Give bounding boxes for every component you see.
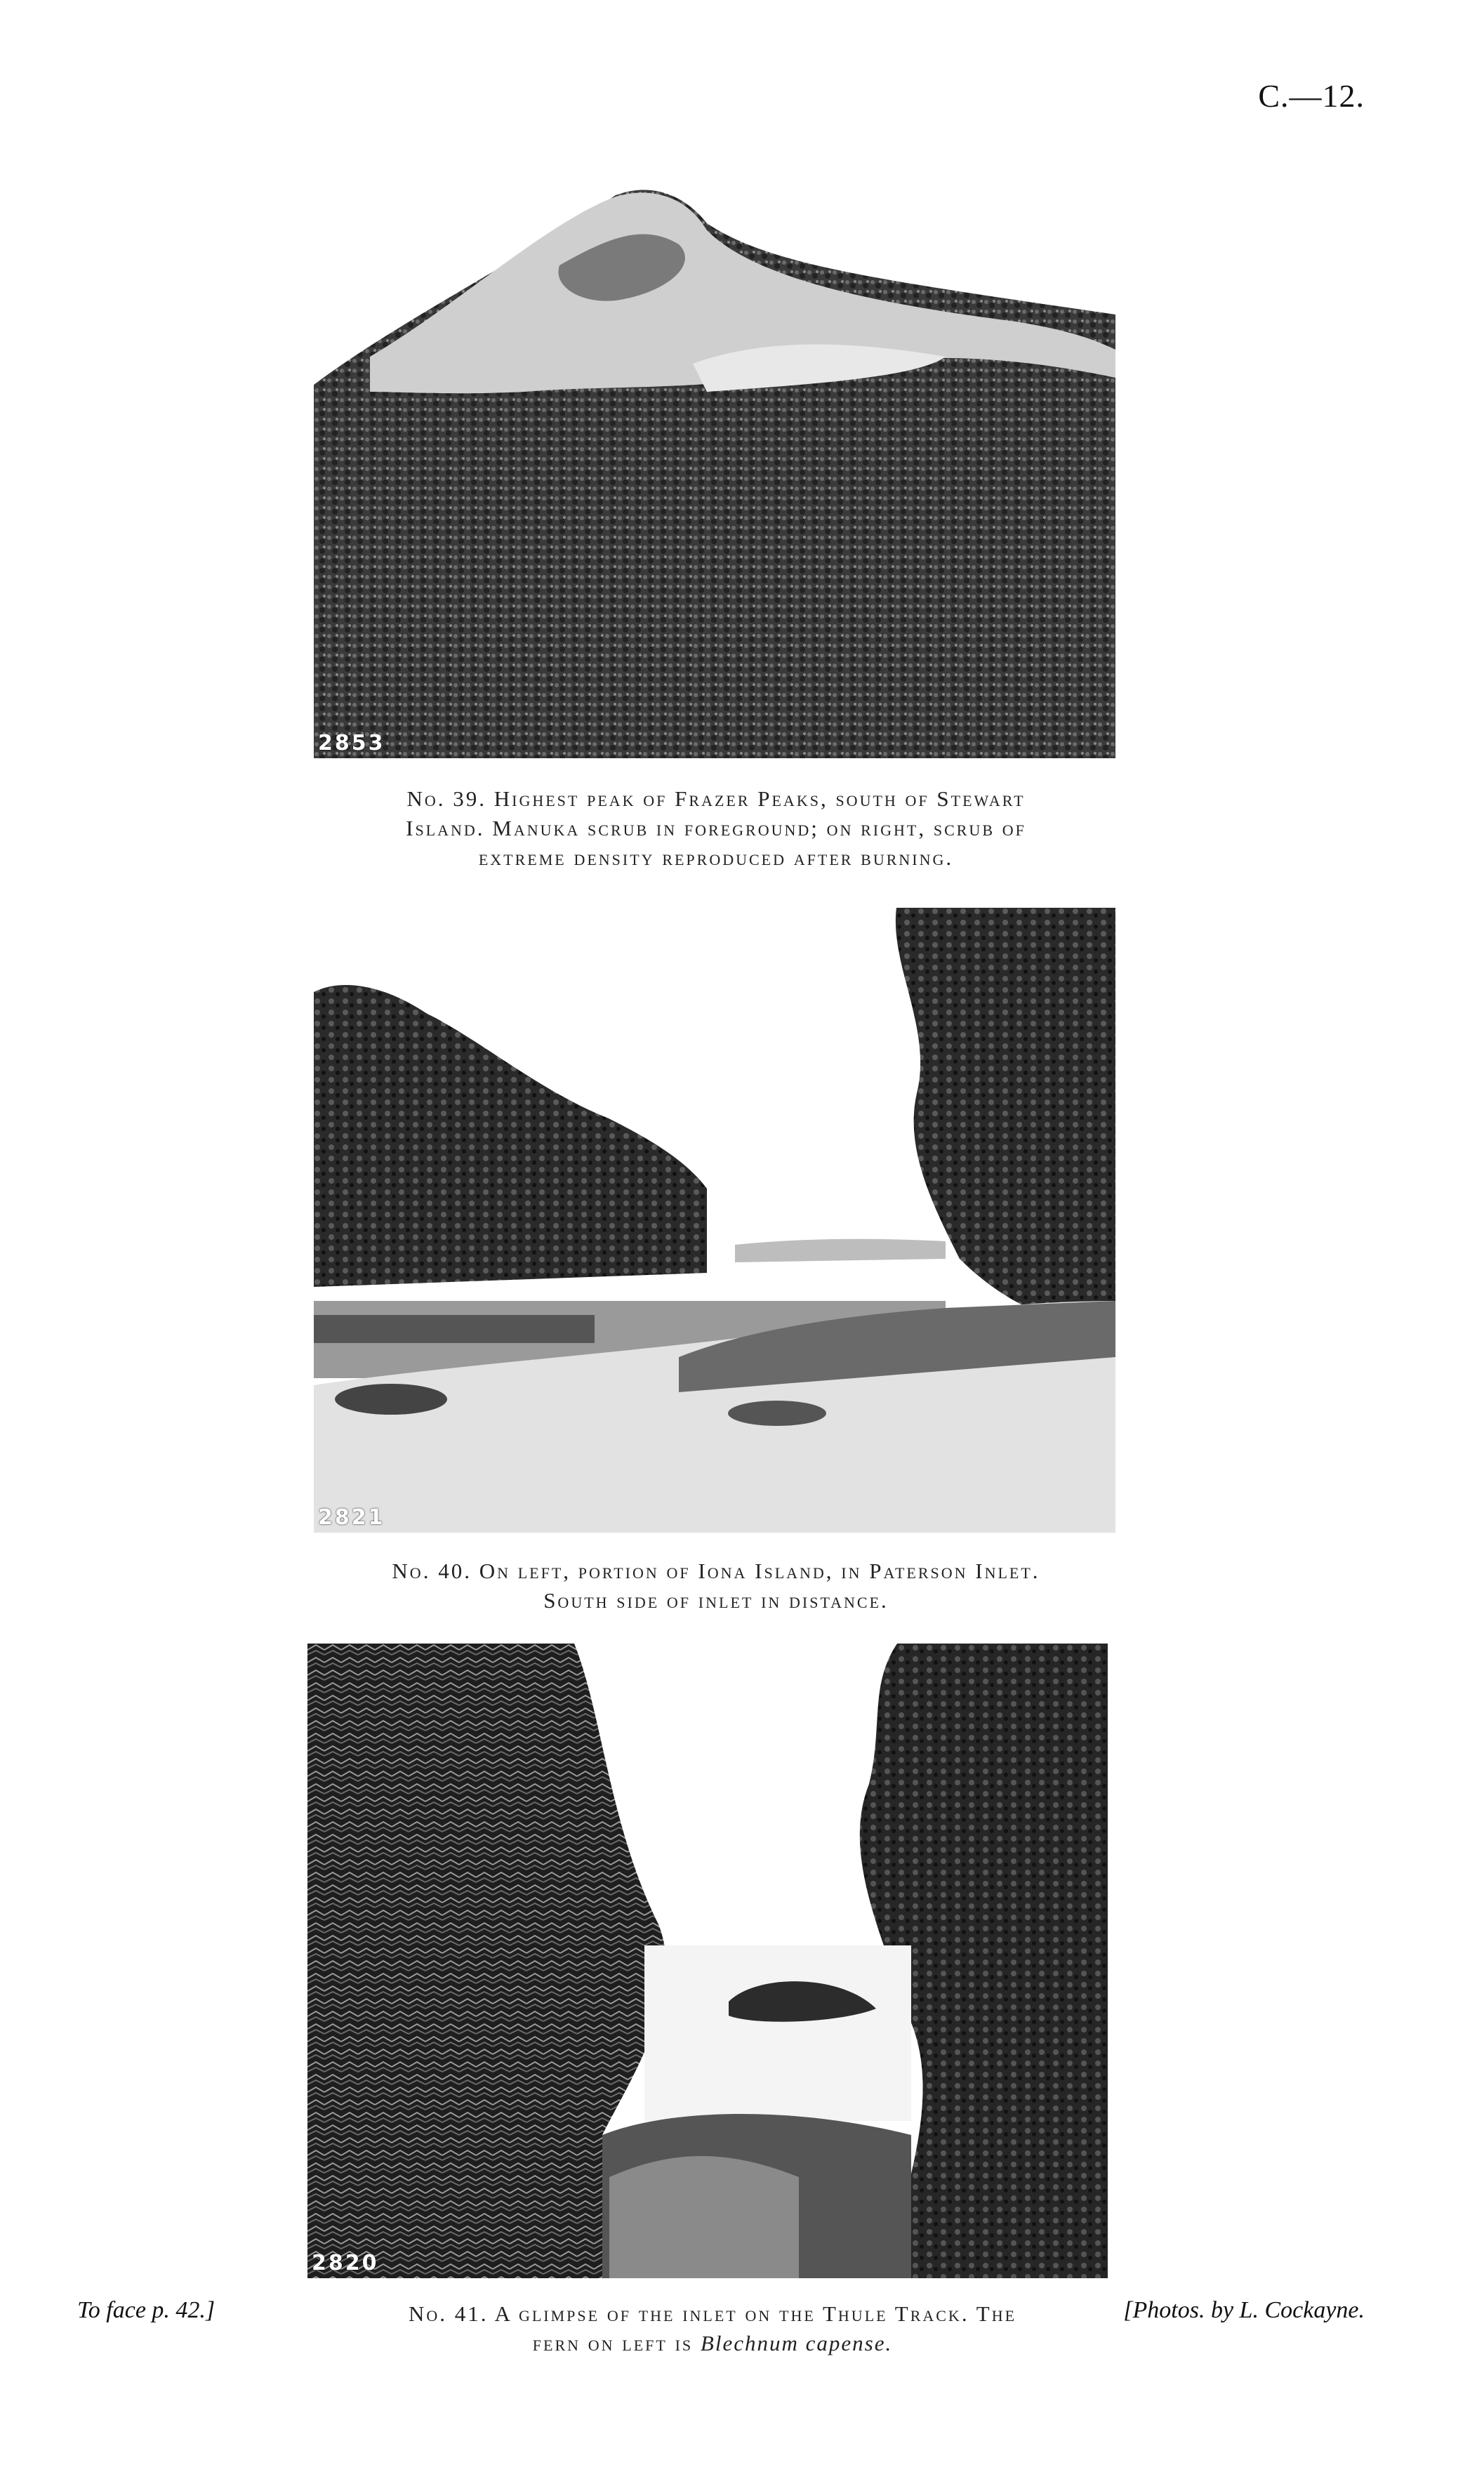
page-reference: C.—12. [1258,78,1365,114]
photo-frazer-peaks [314,181,1115,758]
caption-line: extreme density reproduced after burning. [478,845,954,870]
photo-iona-island [314,908,1115,1533]
caption-line: No. 40. On left, portion of Iona Island, in Paterson Inlet. [392,1559,1040,1583]
photo-thule-track-image [307,1644,1108,2278]
photo-frazer-peaks-image [314,181,1115,758]
caption-plate-40 [302,1556,1130,1615]
caption-plate-41 [295,2299,1130,2358]
footer-right: [Photos. by L. Cockayne. [1123,2297,1365,2323]
plate-number: 2820 [312,2251,379,2275]
caption-line: No. 41. A glimpse of the inlet on the Thule Track. The [408,2301,1017,2326]
footer-left: To face p. 42.] [77,2297,216,2323]
species-name: Blechnum capense. [700,2331,893,2355]
plate-number: 2853 [318,731,385,755]
photo-iona-island-image [314,908,1115,1533]
caption-line: South side of inlet in distance. [543,1588,889,1613]
plate-number: 2821 [318,1505,385,1530]
caption-line: Island. Manuka scrub in foreground; on right, scrub of [406,816,1026,840]
caption-plate-39 [302,784,1130,873]
caption-text: fern on left is [532,2331,694,2355]
photo-thule-track [307,1644,1108,2278]
caption-line: No. 39. Highest peak of Frazer Peaks, south of Stewart [406,786,1026,811]
caption-line [295,2329,1130,2358]
